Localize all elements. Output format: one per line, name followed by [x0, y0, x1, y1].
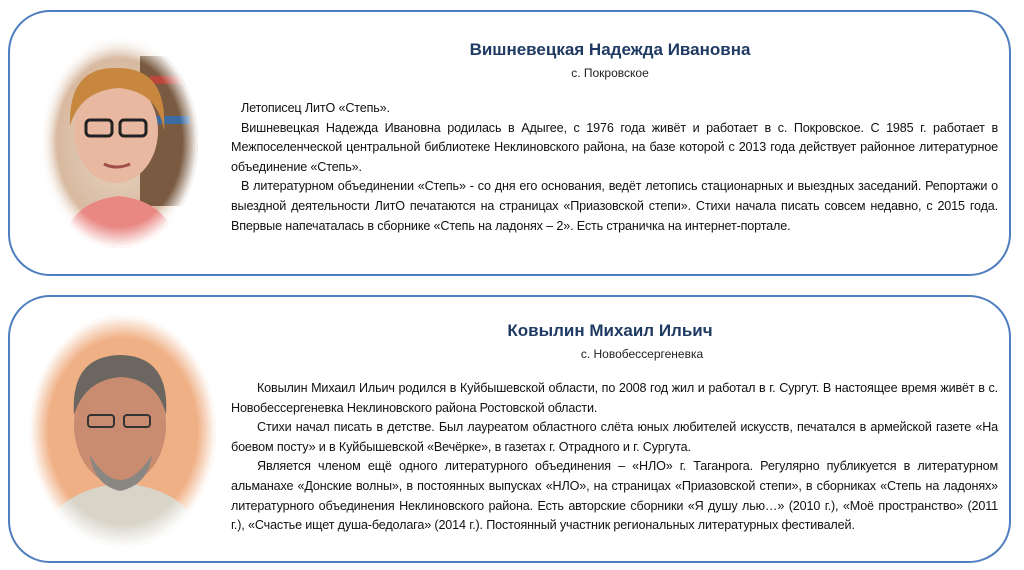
person-name: Вишневецкая Надежда Ивановна: [469, 40, 751, 59]
bio-paragraph: Является членом ещё одного литературного объединения – «НЛО» г. Таганрога. Регулярно публикуется в литературном альманахе «Донские волны», в постоянных выпусках «НЛО», на страницах «Приазовской степи», в сборниках «Степь на ладонях» литературного объединения Неклиновского района. Есть авторские сборники «Я душу лью…» (2010 г.), «Моё пространство» (2011 г.), «Счастье ищет душа-бедолага» (2014 г.). Постоянный участник региональных литературных фестивалей.: [231, 459, 998, 533]
portrait-photo: [40, 36, 198, 248]
bio-paragraph: Ковылин Михаил Ильич родился в Куйбышевской области, по 2008 год жил и работал в г. Сургут. В настоящее время живёт в с. Новобессергеневка Неклиновского района Ростовской области.: [231, 381, 998, 415]
person-place: с. Новобессергеневка: [580, 347, 704, 361]
bio-paragraph: Летописец ЛитО «Степь».: [241, 101, 390, 115]
person-place: с. Покровское: [571, 66, 649, 80]
portrait-photo: [30, 315, 216, 547]
profile-card-kovylin: [8, 295, 1011, 563]
biography-text: [231, 99, 998, 236]
biography-text: [231, 379, 998, 536]
bio-paragraph: Стихи начал писать в детстве. Был лауреатом областного слёта юных любителей искусств, печатался в армейской газете «На боевом посту» и в Куйбышевской «Вечёрке», в газетах г. Отрадного и г. Сургута.: [231, 420, 998, 454]
bio-paragraph: Вишневецкая Надежда Ивановна родилась в Адыгее, с 1976 года живёт и работает в с. Покровское. С 1985 г. работает в Межпоселенческой центральной библиотеке Неклиновского района, на базе которой с 2013 года действует районное литературное объединение «Степь».: [231, 120, 998, 174]
profile-card-vishnevetskaya: [8, 10, 1011, 276]
bio-paragraph: В литературном объединении «Степь» - со дня его основания, ведёт летопись стационарных и выездных заседаний. Репортажи о выездной деятельности ЛитО печатаются на страницах «Приазовской степи». Стихи начала писать совсем недавно, с 2015 года. Впервые напечаталась в сборнике «Степь на ладонях – 2». Есть страничка на интернет-портале.: [231, 179, 998, 233]
person-name: Ковылин Михаил Ильич: [507, 321, 713, 340]
